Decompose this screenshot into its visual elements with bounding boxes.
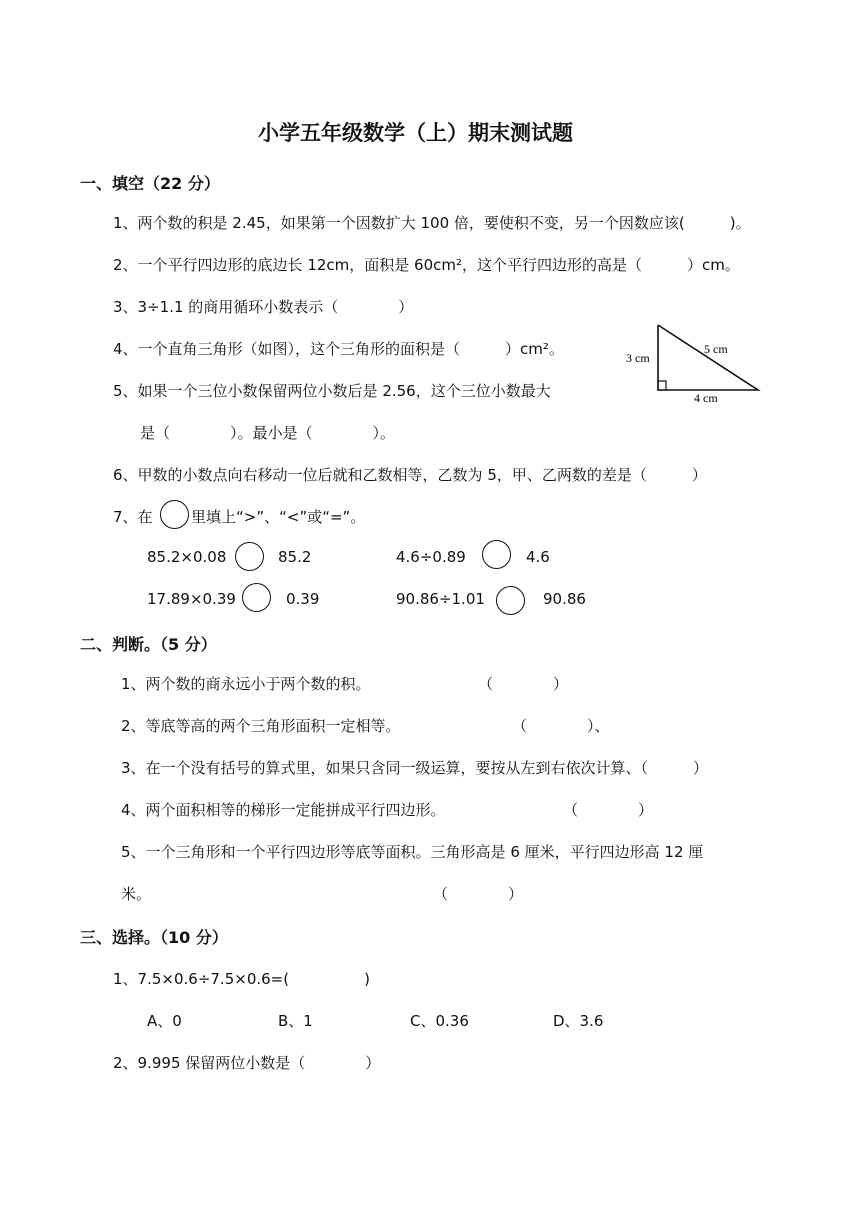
compare-r1a-right: 85.2 — [278, 548, 312, 566]
compare-circle-r1b[interactable] — [482, 540, 511, 569]
compare-circle-r2b[interactable] — [496, 586, 525, 615]
question-2-2-answer: （ ）、 — [512, 717, 610, 735]
compare-r1b-right: 4.6 — [526, 548, 550, 566]
hypotenuse-label: 5 cm — [704, 342, 728, 356]
question-2-5-line1: 5、一个三角形和一个平行四边形等底等面积。三角形高是 6 厘米，平行四边形高 12 厘 — [121, 843, 704, 861]
question-2-4-answer: （ ） — [563, 801, 654, 819]
question-2-3: 3、在一个没有括号的算式里，如果只含同一级运算，要按从左到右依次计算、（ ） — [121, 759, 709, 777]
question-1-2: 2、一个平行四边形的底边长 12cm，面积是 60cm²，这个平行四边形的高是（ ）cm。 — [113, 256, 740, 274]
section-heading-choice: 三、选择。（10 分） — [80, 928, 228, 947]
section-heading-fill: 一、填空（22 分） — [80, 174, 220, 193]
question-3-2: 2、9.995 保留两位小数是（ ） — [113, 1054, 381, 1072]
option-b: B、1 — [278, 1012, 313, 1030]
question-1-7-suffix: 里填上“>”、“<”或“=”。 — [191, 508, 366, 526]
compare-r2b-right: 90.86 — [543, 590, 586, 608]
question-2-4: 4、两个面积相等的梯形一定能拼成平行四边形。 — [121, 801, 446, 819]
question-1-6: 6、甲数的小数点向右移动一位后就和乙数相等，乙数为 5，甲、乙两数的差是（ ） — [113, 466, 707, 484]
compare-r2b-left: 90.86÷1.01 — [396, 590, 485, 608]
compare-circle-r1a[interactable] — [235, 542, 264, 571]
question-2-5-line2: 米。 — [121, 885, 152, 903]
right-triangle-figure — [622, 320, 772, 405]
question-1-3: 3、3÷1.1 的商用循环小数表示（ ） — [113, 298, 414, 316]
question-2-1-answer: （ ） — [478, 675, 569, 693]
option-d: D、3.6 — [553, 1012, 604, 1030]
page-title: 小学五年级数学（上）期末测试题 — [258, 121, 573, 145]
question-1-5-line2: 是（ ）。最小是（ ）。 — [140, 424, 396, 442]
question-1-5-line1: 5、如果一个三位小数保留两位小数后是 2.56，这个三位小数最大 — [113, 382, 551, 400]
compare-r2a-right: 0.39 — [286, 590, 320, 608]
compare-r1b-left: 4.6÷0.89 — [396, 548, 466, 566]
compare-circle-example — [160, 500, 189, 529]
question-1-1: 1、两个数的积是 2.45，如果第一个因数扩大 100 倍，要使积不变，另一个因数应该( )。 — [113, 214, 751, 232]
option-a: A、0 — [147, 1012, 182, 1030]
question-2-2: 2、等底等高的两个三角形面积一定相等。 — [121, 717, 401, 735]
question-2-5-answer: （ ） — [433, 885, 524, 903]
question-1-7-prefix: 7、在 — [113, 508, 153, 526]
base-label: 4 cm — [694, 391, 718, 405]
compare-circle-r2a[interactable] — [242, 583, 271, 612]
option-c: C、0.36 — [410, 1012, 469, 1030]
leg-label: 3 cm — [626, 351, 650, 365]
question-1-4: 4、一个直角三角形（如图），这个三角形的面积是（ ）cm²。 — [113, 340, 564, 358]
section-heading-judge: 二、判断。（5 分） — [80, 635, 217, 654]
compare-r1a-left: 85.2×0.08 — [147, 548, 227, 566]
compare-r2a-left: 17.89×0.39 — [147, 590, 236, 608]
question-2-1: 1、两个数的商永远小于两个数的积。 — [121, 675, 371, 693]
question-3-1: 1、7.5×0.6÷7.5×0.6=( ) — [113, 970, 370, 988]
